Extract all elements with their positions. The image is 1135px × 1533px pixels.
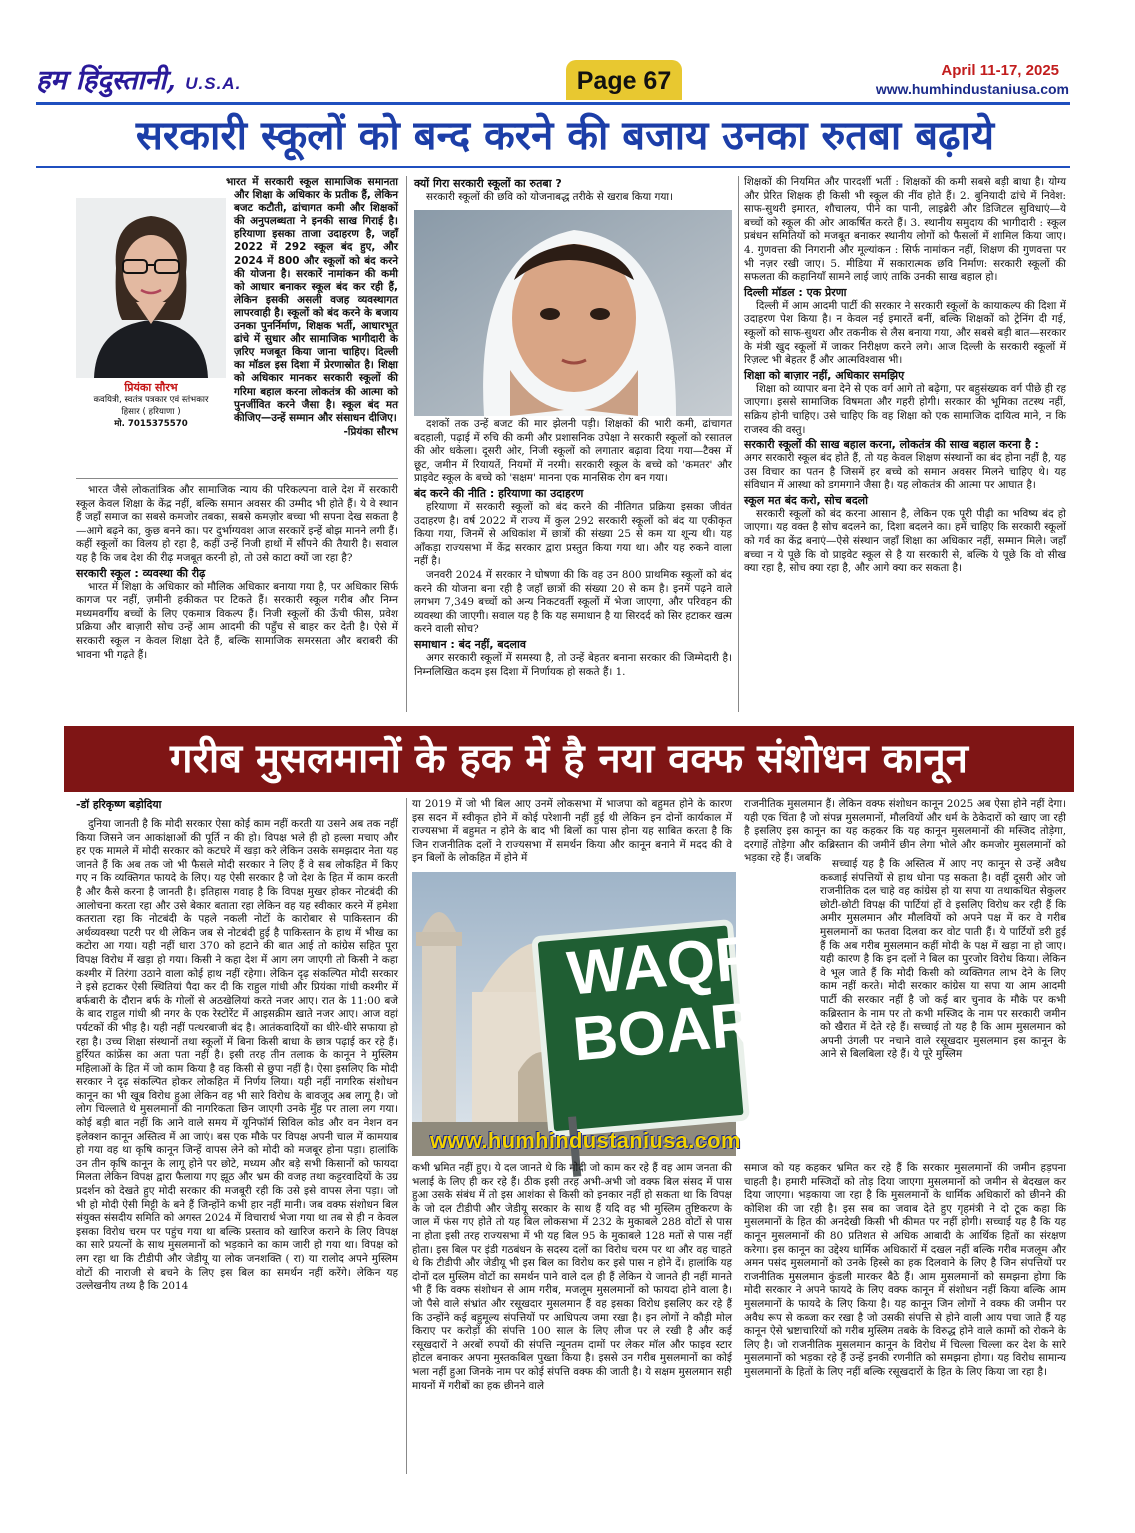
column-divider-3 (406, 798, 407, 1474)
author-name: प्रियंका सौरभ (124, 381, 178, 394)
column-divider-2 (738, 176, 739, 712)
masthead-title (36, 60, 241, 97)
paragraph: कभी भ्रमित नहीं हुए। ये दल जानते थे कि मोदी जो काम कर रहे हैं वह आम जनता की भलाई के लिए ही कर रहे हैं। ठीक इसी तरह अभी-अभी जो वक्फ बिल संसद में पास हुआ उसके संबंध में तो इस आशंका से किसी को इनकार नहीं हो सकता था कि विपक्ष के जो दल टीडीपी और जेडीयू सरकार के साथ हैं यदि वह भी मुस्लिम तुष्टिकरण के जाल में फंस गए होते तो यह बिल लोकसभा में 232 के मुकाबले 288 वोटों से पास ना होता इसी तरह राज्यसभा में भी यह बिल 95 के मुकाबले 128 मतों से पास नहीं होता। इस बिल पर इंडी गठबंधन के सदस्य दलों का विरोध चरम पर था और वह चाहते थे कि टीडीपी और जेडीयू भी इस बिल का विरोध कर इसे पास न होने दें। हालांकि यह दोनों दल मुस्लिम वोटों का समर्थन पाने वाले दल ही हैं लेकिन ये जानते ही नहीं मानते भी हैं कि वक्फ संशोधन से आम गरीब, मजलूम मुसलमानों को फायदा होने वाला है। जो पैसे वाले संभ्रांत और रसूखदार मुसलमान हैं वह इसका विरोध इसलिए कर रहे हैं कि उन्होंने कई बहुमूल्य संपत्तियों पर आधिपत्य जमा रखा है। इन लोगों ने कौड़ी मोल किराए पर करोड़ों की संपत्ति 100 साल के लिए लीज पर ले रखी है और कई रसूखदारों ने अरबों रुपयों की संपत्ति न्यूनतम दामों पर लेकर मॉल और फाइव स्टार होटल बनाकर अपना मुस्तकबिल पुख्ता किया है। इससे उन गरीब मुसलमानों का कोई भला नहीं हुआ जिनके नाम पर कोई संपत्ति वक्फ की जाती है। ये सक्षम मुसलमान सही मायनों में गरीबों का हक छीनने वाले (412, 1162, 732, 1392)
subheading: स्कूल मत बंद करो, सोच बदलो (744, 493, 868, 507)
intro-byline: -प्रियंका सौरभ (343, 425, 398, 438)
paragraph: या 2019 में जो भी बिल आए उनमें लोकसभा में भाजपा को बहुमत होने के कारण इस सदन में स्वीकृत होने में कोई परेशानी नहीं हुई थी लेकिन इन दोनों कार्यकाल में राज्यसभा में बहुमत न होने के बाद भी बिलों का पास होना यह साबित करता है कि जिन राजनीतिक दलों ने राज्यसभा में समर्थन किया और कानून बनाने में मदद की वे इन बिलों के लोकहित में होने में (412, 798, 732, 865)
sign-line-2: BOARD (570, 985, 803, 1075)
article2-column-3-top (744, 798, 1066, 865)
photo-watermark: www.humhindustaniusa.com (430, 1128, 741, 1153)
sign-line-1: WAQF (564, 923, 756, 1009)
article1-column-2 (414, 418, 732, 712)
article2-column-2 (412, 1162, 732, 1474)
subheading: शिक्षा को बाज़ार नहीं, अधिकार समझिए (744, 368, 905, 382)
article1-intro (76, 176, 398, 472)
subheading: दिल्ली मॉडल : एक प्रेरणा (744, 285, 847, 299)
article2-author: -डॉ हरिकृष्ण बड़ोदिया (76, 798, 162, 811)
paragraph: हरियाणा में सरकारी स्कूलों को बंद करने की नीतिगत प्रक्रिया इसका जीवंत उदाहरण है। वर्ष 2022 में राज्य में कुल 292 सरकारी स्कूलों को बंद या एकीकृत किया गया, जिनमें से अधिकांश में छात्रों की संख्या 25 से कम या शून्य थी। यह आँकड़ा राज्यसभा में केंद्र सरकार द्वारा प्रस्तुत किया गया था। और यह रुकने वाला नहीं है। (414, 500, 732, 568)
website-url: www.humhindustaniusa.com (875, 81, 1069, 97)
paragraph: अगर सरकारी स्कूलों में समस्या है, तो उन्हें बेहतर बनाना सरकार की जिम्मेदारी है। निम्नलिखित कदम इस दिशा में निर्णायक हो सकते हैं। 1. (414, 651, 732, 678)
author-place: हिसार ( हरियाणा ) (121, 407, 181, 417)
headline1-rule (36, 166, 1070, 168)
intro-divider (76, 478, 398, 479)
article1-column-3 (744, 176, 1066, 712)
masthead-rule (36, 102, 1070, 105)
subheading: क्यों गिरा सरकारी स्कूलों का रुतबा ? (414, 177, 562, 190)
school-girl-image (414, 210, 732, 416)
paper-name: हम हिंदुस्तानी, (36, 65, 176, 96)
issue-date: April 11-17, 2025 (941, 62, 1059, 79)
paragraph: सरकारी स्कूलों की छवि को योजनाबद्ध तरीके से खराब किया गया। (426, 191, 674, 203)
article1-column-2-top (414, 176, 732, 212)
paragraph: सरकारी स्कूलों को बंद करना आसान है, लेकिन एक पूरी पीढ़ी का भविष्य बंद हो जाएगा। यह वक्त है सोच बदलने का, दिशा बदलने का। हमें चाहिए कि सरकारी स्कूलों को गर्व का केंद्र बनाएं—ऐसे संस्थान जहाँ शिक्षा का अधिकार नहीं, सम्मान मिले। जहाँ बच्चा न ये पूछे कि वो प्राइवेट स्कूल से है या सरकारी से, बल्कि ये पूछे कि वो सीख क्या रहा है, सोच क्या रहा है, और आगे क्या कर सकता है। (744, 507, 1066, 575)
paragraph: सच्चाई यह है कि अस्तित्व में आए नए कानून से उन्हें अवैध कब्जाई संपत्तियों से हाथ धोना पड़ सकता है। वहीं दूसरी ओर जो राजनीतिक दल चाहे वह कांग्रेस हो या सपा या तथाकथित सेकुलर छोटी-छोटी विपक्ष की पार्टियां हों वे इसलिए विरोध कर रही हैं कि अमीर मुसलमान और मौलवियों को अपने पक्ष में कर वे गरीब मुसलमानों का फतवा दिलवा कर वोट पाती हैं। ये पार्टियों डरी हुई हैं कि अब गरीब मुसलमान कहीं मोदी के पक्ष में खड़ा ना हो जाए। यही कारण है कि इन दलों ने बिल का पुरजोर विरोध किया। लेकिन वे भूल जाते हैं कि मोदी किसी को व्यक्तिगत लाभ देने के लिए काम नहीं करते। मोदी सरकार कांग्रेस या सपा या आम आदमी पार्टी की सरकार नहीं है जो कई बार चुनाव के मौके पर कभी कब्रिस्तान के नाम पर तो कभी मस्जिद के नाम पर सरकारी जमीन को खैरात में देते रहे हैं। सच्चाई तो यह है कि आम मुसलमान को अपनी उंगली पर नचाने वाले रसूखदार मुसलमान इस कानून के आने से बिलबिला रहे हैं। ये पूरे मुस्लिम (820, 858, 1066, 1061)
paragraph: शिक्षा को व्यापार बना देने से एक वर्ग आगे तो बढ़ेगा, पर बहुसंख्यक वर्ग पीछे ही रह जाएगा। इससे सामाजिक विषमता और गहरी होगी। सरकार की भूमिका तटस्थ नहीं, सक्रिय होनी चाहिए। उसे चाहिए कि वह शिक्षा को एक सामाजिक दायित्व माने, न कि राजस्व की वस्तु। (744, 382, 1066, 436)
paragraph: दिल्ली में आम आदमी पार्टी की सरकार ने सरकारी स्कूलों के कायाकल्प की दिशा में उदाहरण पेश किया है। न केवल नई इमारतें बनीं, बल्कि शिक्षकों को ट्रेनिंग दी गई, स्कूलों को साफ-सुथरा और तकनीक से लैस बनाया गया, और सबसे बड़ी बात—सरकार के मंत्री खुद स्कूलों में जाकर निरीक्षण करने लगे। आज दिल्ली के सरकारी स्कूलों में रिज़ल्ट भी बेहतर हैं और आत्मविश्वास भी। (744, 299, 1066, 367)
column-divider (406, 176, 407, 712)
subheading: बंद करने की नीति : हरियाणा का उदाहरण (414, 486, 584, 500)
article1-photo (414, 210, 732, 416)
article1-column-1 (76, 484, 398, 712)
intro-text: भारत में सरकारी स्कूल सामाजिक समानता और शिक्षा के अधिकार के प्रतीक हैं, लेकिन बजट कटौती, ढांचागत कमी और शिक्षकों की अनुपलब्धता ने इनकी साख गिराई है। हरियाणा इसका ताजा उदाहरण है, जहाँ 2022 में 292 स्कूल बंद हुए, और 2024 में 800 और स्कूलों को बंद करने की योजना है। सरकारें नामांकन की कमी को आधार बनाकर स्कूल बंद कर रही हैं, लेकिन इसकी असली वजह व्यवस्थागत लापरवाही है। स्कूलों को बंद करने के बजाय उनका पुनर्निर्माण, शिक्षक भर्ती, आधारभूत ढांचे में सुधार और सामाजिक भागीदारी के ज़रिए मजबूत किया जाना चाहिए। दिल्ली का मॉडल इस दिशा में प्रेरणास्रोत है। शिक्षा को अधिकार मानकर सरकारी स्कूलों की गरिमा बहाल करना लोकतंत्र की आत्मा को पुनर्जीवित करने जैसा है। स्कूल बंद मत कीजिए—उन्हें सम्मान और संसाधन दीजिए। (226, 176, 398, 424)
paragraph: राजनीतिक मुसलमान हैं। लेकिन वक्फ संशोधन कानून 2025 अब ऐसा होने नहीं देगा। यही एक चिंता है जो संपन्न मुसलमानों, मौलवियों और धर्म के ठेकेदारों को खाए जा रही है इसलिए इस कानून का यह कहकर कि यह कानून मुसलमानों की मस्जिद तोड़ेगा, दरगाहें तोड़ेगा और कब्रिस्तान की जमीनें छीन लेगा भोले और कमजोर मुसलमानों को भड़का रहे हैं। जबकि (744, 798, 1066, 865)
author-title: कवयित्री, स्वतंत्र पत्रकार एवं स्तंभकार (93, 395, 209, 405)
subheading: सरकारी स्कूल : व्यवस्था की रीढ़ (76, 566, 206, 580)
article2-headline-banner: गरीब मुसलमानों के हक में है नया वक्फ संशोधन कानून (64, 726, 1074, 792)
paragraph: अगर सरकारी स्कूल बंद होते हैं, तो यह केवल शिक्षण संस्थानों का बंद होना नहीं है, यह उस विचार का पतन है जिसमें हर बच्चे को समान अवसर मिलने चाहिए थे। यह संविधान में आस्था को डगमगाने जैसा है। यह लोकतंत्र की आत्मा पर आघात है। (744, 452, 1066, 492)
paragraph: शिक्षकों की नियमित और पारदर्शी भर्ती : शिक्षकों की कमी सबसे बड़ी बाधा है। योग्य और प्रेरित शिक्षक ही किसी भी स्कूल की नींव होते हैं। 2. बुनियादी ढांचे में निवेश: साफ-सुथरी इमारत, शौचालय, पीने का पानी, लाइब्रेरी और डिजिटल सुविधाएं—ये बच्चों को स्कूल की ओर आकर्षित करते हैं। 3. स्थानीय समुदाय की भागीदारी : स्कूल प्रबंधन समितियों को मजबूत बनाकर स्थानीय लोगों को फैसलों में शामिल किया जाए। 4. गुणवत्ता की निगरानी और मूल्यांकन : सिर्फ नामांकन नहीं, शिक्षण की गुणवत्ता पर भी नज़र रखी जाए। 5. मीडिया में सकारात्मक छवि निर्माण: सरकारी स्कूलों की सफलता की कहानियाँ सामने लाई जाएं ताकि उनकी साख बहाल हो। (744, 176, 1066, 284)
masthead-region: U.S.A. (185, 74, 242, 93)
paragraph: जनवरी 2024 में सरकार ने घोषणा की कि वह उन 800 प्राथमिक स्कूलों को बंद करने की योजना बना रही है जहाँ छात्रों की संख्या 20 से कम है। इनमें पढ़ने वाले लगभग 7,349 बच्चों को अन्य निकटवर्ती स्कूलों में भेजा जाएगा, और परिवहन की व्यवस्था की जाएगी। सवाल यह है कि यह समाधान है या सिरदर्द को सिर हटाकर खत्म करने वाली सोच? (414, 568, 732, 636)
paragraph: दुनिया जानती है कि मोदी सरकार ऐसा कोई काम नहीं करती या उसने अब तक नहीं किया जिसने जन आकांक्षाओं की पूर्ति न की हो। विपक्ष भले ही हो हल्ला मचाए और हर एक मामले में मोदी सरकार को कटघरे में खड़ा करे लेकिन उसके समझदार नेता यह जानते हैं कि अब तक जो भी फैसले मोदी सरकार ने लिए हैं वे सब लोकहित में किए गए न कि व्यक्तिगत फायदे के लिए। यह ऐसी सरकार है जो देश के हित में काम करती है और कैसे करना है जानती है। इतिहास गवाह है कि विपक्ष मुखर होकर नोटबंदी की आलोचना करता रहा और उसे बेकार बताता रहा लेकिन वह यह स्वीकार करने में हमेशा कतराता रहा कि नोटबंदी के पहले नकली नोटों के कारोबार से पाकिस्तान की अर्थव्यवस्था पटरी पर थी लेकिन जब से नोटबंदी हुई है पाकिस्तान के हाथ में भीख का कटोरा आ गया। यही नहीं धारा 370 को हटाने की बात आई तो कांग्रेस सहित पूरा विपक्ष विरोध में खड़ा हो गया। किसी ने कहा देश में आग लग जाएगी तो किसी ने कहा कश्मीर में तिरंगा उठाने वाला कोई हाथ नहीं रहेगा। लेकिन दृढ़ संकल्पित मोदी सरकार ने इसे हटाकर ऐसी स्थितियां पैदा कर दी कि राहुल गांधी और प्रियंका गांधी कश्मीर में बर्फबारी के दौरान बर्फ के गोलों से अठखेलियां करते नजर आए। रात के 11:00 बजे के बाद राहुल गांधी श्री नगर के एक रेस्टोरेंट में आइसक्रीम खाते नजर आए। आज वहां पर्यटकों की भीड़ है। यही नहीं पत्थरबाजी बंद है। आतंकवादियों का धीरे-धीरे सफाया हो रहा है। उच्च शिक्षा संस्थानों तथा स्कूलों में बिना किसी बाधा के छात्र पढ़ाई कर रहे हैं। हुर्रियत कांफ्रेंस का अता पता नहीं है। इसी तरह तीन तलाक के कानून ने मुस्लिम महिलाओं के हित में जो काम किया है वह किसी से छुपा नहीं है। ऐसा इसलिए कि मोदी सरकार ने दृढ़ संकल्पित होकर लोकहित में निर्णय लिया। यही नहीं नागरिक संशोधन कानून का भी खूब विरोध हुआ लेकिन वह भी सारे विरोध के बावजूद अब लागू है। जो लोग चिल्लाते थे मुसलमानों की नागरिकता छिन जाएगी उनके मुँह पर ताला लग गया। कोई बड़ी बात नहीं कि आने वाले समय में यूनिफॉर्म सिविल कोड और वन नेशन वन इलेक्शन कानून अस्तित्व में आ जाएं। बस एक मौके पर विपक्ष अपनी चाल में कामयाब हो गया वह था कृषि कानून जिन्हें वापस लेने को मोदी को मजबूर होना पड़ा। हालांकि उन तीन कृषि कानून के लागू होने पर छोटे, मध्यम और बड़े सभी किसानों को फायदा मिलता लेकिन विपक्ष द्वारा फैलाया गए झूठ और भ्रम की वजह तथा कट्टरवादियों के उग्र प्रदर्शन को देखते हुए मोदी सरकार की मजबूरी रही कि उसे इसे वापस लेना पड़ा। जो भी हो मोदी ऐसी मिट्टी के बने हैं जिन्होंने कभी हार नहीं मानी। जब वक्फ संशोधन बिल संयुक्त संसदीय समिति को अगस्त 2024 में विचारार्थ भेजा गया था तब से ही न केवल इसका विरोध चरम पर पहुंच गया था बल्कि प्रस्ताव को खारिज कराने के लिए विपक्ष का सारे प्रयत्नों के साथ मुसलमानों को भड़काने का काम जारी हो गया था। विपक्ष को लग रहा था कि टीडीपी और जेडीयू या लोक जनशक्ति ( रा) या रालोद अपने मुस्लिम वोटों की नाराजी से बचने के लिए इस बिल का समर्थन नहीं करेंगे। लेकिन यह उल्लेखनीय तथ्य है कि 2014 (76, 818, 398, 1293)
waqf-board-photo (412, 872, 803, 1156)
article1-headline: सरकारी स्कूलों को बन्द करने की बजाय उनका रुतबा बढ़ाये (135, 113, 995, 159)
article2-column-3-mid (744, 858, 1066, 1156)
paragraph: भारत में शिक्षा के अधिकार को मौलिक अधिकार बनाया गया है, पर अधिकार सिर्फ कागज पर नहीं, ज़मीनी हकीकत पर टिकते हैं। सरकारी स्कूल गरीब और निम्न मध्यमवर्गीय बच्चों के लिए एकमात्र विकल्प हैं। निजी स्कूलों की ऊँची फीस, प्रवेश प्रक्रिया और बाज़ारी सोच उन्हें आम आदमी की पहुँच से बाहर कर देती है। ऐसे में सरकारी स्कूल न केवल शिक्षा देते हैं, बल्कि सामाजिक समरसता और बराबरी की भावना भी गढ़ते हैं। (76, 580, 398, 661)
article2-column-1 (76, 818, 398, 1474)
article2-column-3 (744, 1162, 1066, 1474)
subheading: सरकारी स्कूलों की साख बहाल करना, लोकतंत्र की साख बहाल करना है : (744, 438, 1039, 452)
page-number-badge: Page 67 (566, 60, 682, 100)
author-phone: मो. 7015375570 (114, 419, 188, 429)
article2-column-2-top (412, 798, 732, 870)
paragraph: समाज को यह कहकर भ्रमित कर रहे हैं कि सरकार मुसलमानों की जमीन हड़पना चाहती है। हमारी मस्जिदों को तोड़ दिया जाएगा मुसलमानों को जमीन से बेदखल कर दिया जाएगा। भड़काया जा रहा है कि मुसलमानों के धार्मिक अधिकारों को छीनने की कोशिश की जा रही है। इस सब का जवाब देते हुए गृहमंत्री ने दो टूक कहा कि मुसलमानों के हित की अनदेखी किसी भी कीमत पर नहीं होगी। सच्चाई यह है कि यह कानून मुसलमानों की 80 प्रतिशत से अधिक आबादी के आर्थिक हितों का संरक्षण करेगा। इस कानून का उद्देश्य धार्मिक अधिकारों में दखल नहीं बल्कि गरीब मजलूम और अमन पसंद मुसलमानों को उनके हिस्से का हक दिलवाने के लिए है जिन संपत्तियों पर राजनीतिक मुसलमान कुंडली मारकर बैठे हैं। आम मुसलमानों को समझना होगा कि मोदी सरकार ने अपने फायदे के लिए वक्फ कानून में संशोधन नहीं किया बल्कि आम मुसलमानों के फायदे के लिए किया है। यह कानून जिन लोगों ने वक्फ की जमीन पर अवैध रूप से कब्जा कर रखा है जो उसकी संपत्ति से होने वाली आय पचा जाते हैं यह कानून ऐसे भ्रष्टाचारियों को गरीब मुस्लिम तबके के विरुद्ध होने वाले कामों को रोकने के लिए है। जो राजनीतिक मुसलमान कानून के विरोध में चिल्ला चिल्ला कर देश के सारे मुसलमानों को भड़का रहे हैं उन्हें इनकी रणनीति को समझना होगा। यह विरोध सामान्य मुसलमानों के हितों के लिए नहीं बल्कि रसूखदारों के हित के लिए किया जा रहा है। (744, 1162, 1066, 1378)
paragraph: भारत जैसे लोकतांत्रिक और सामाजिक न्याय की परिकल्पना वाले देश में सरकारी स्कूल केवल शिक्षा के केंद्र नहीं, बल्कि समान अवसर की उम्मीद भी होते हैं। ये वे स्थान हैं जहाँ समाज का सबसे कमजोर तबका, सबसे कमज़ोर बच्चा भी सपना देख सकता है—आगे बढ़ने का, कुछ बनने का। पर दुर्भाग्यवश आज सरकारें इन्हें बोझ मानने लगी हैं। कहीं स्कूलों का विलय हो रहा है, कहीं उन्हें निजी हाथों में सौंपने की तैयारी है। सवाल यह है कि जब देश की रीढ़ मजबूत करनी हो, तो उसे काटा क्यों जा रहा है? (76, 484, 398, 564)
paragraph: दशकों तक उन्हें बजट की मार झेलनी पड़ी। शिक्षकों की भारी कमी, ढांचागत बदहाली, पढ़ाई में रुचि की कमी और प्रशासनिक उपेक्षा ने सरकारी स्कूलों को रसातल की ओर धकेला। दूसरी ओर, निजी स्कूलों को लगातार बढ़ावा दिया गया—टैक्स में छूट, जमीन में रियायतें, नियमों में नरमी। सरकारी स्कूल के बच्चे को 'कमतर' और प्राइवेट स्कूल के बच्चे को 'सक्षम' मानना एक मानसिक रोग बन गया। (414, 418, 732, 485)
waqf-sign-text (564, 923, 803, 1075)
subheading: समाधान : बंद नहीं, बदलाव (414, 637, 526, 651)
